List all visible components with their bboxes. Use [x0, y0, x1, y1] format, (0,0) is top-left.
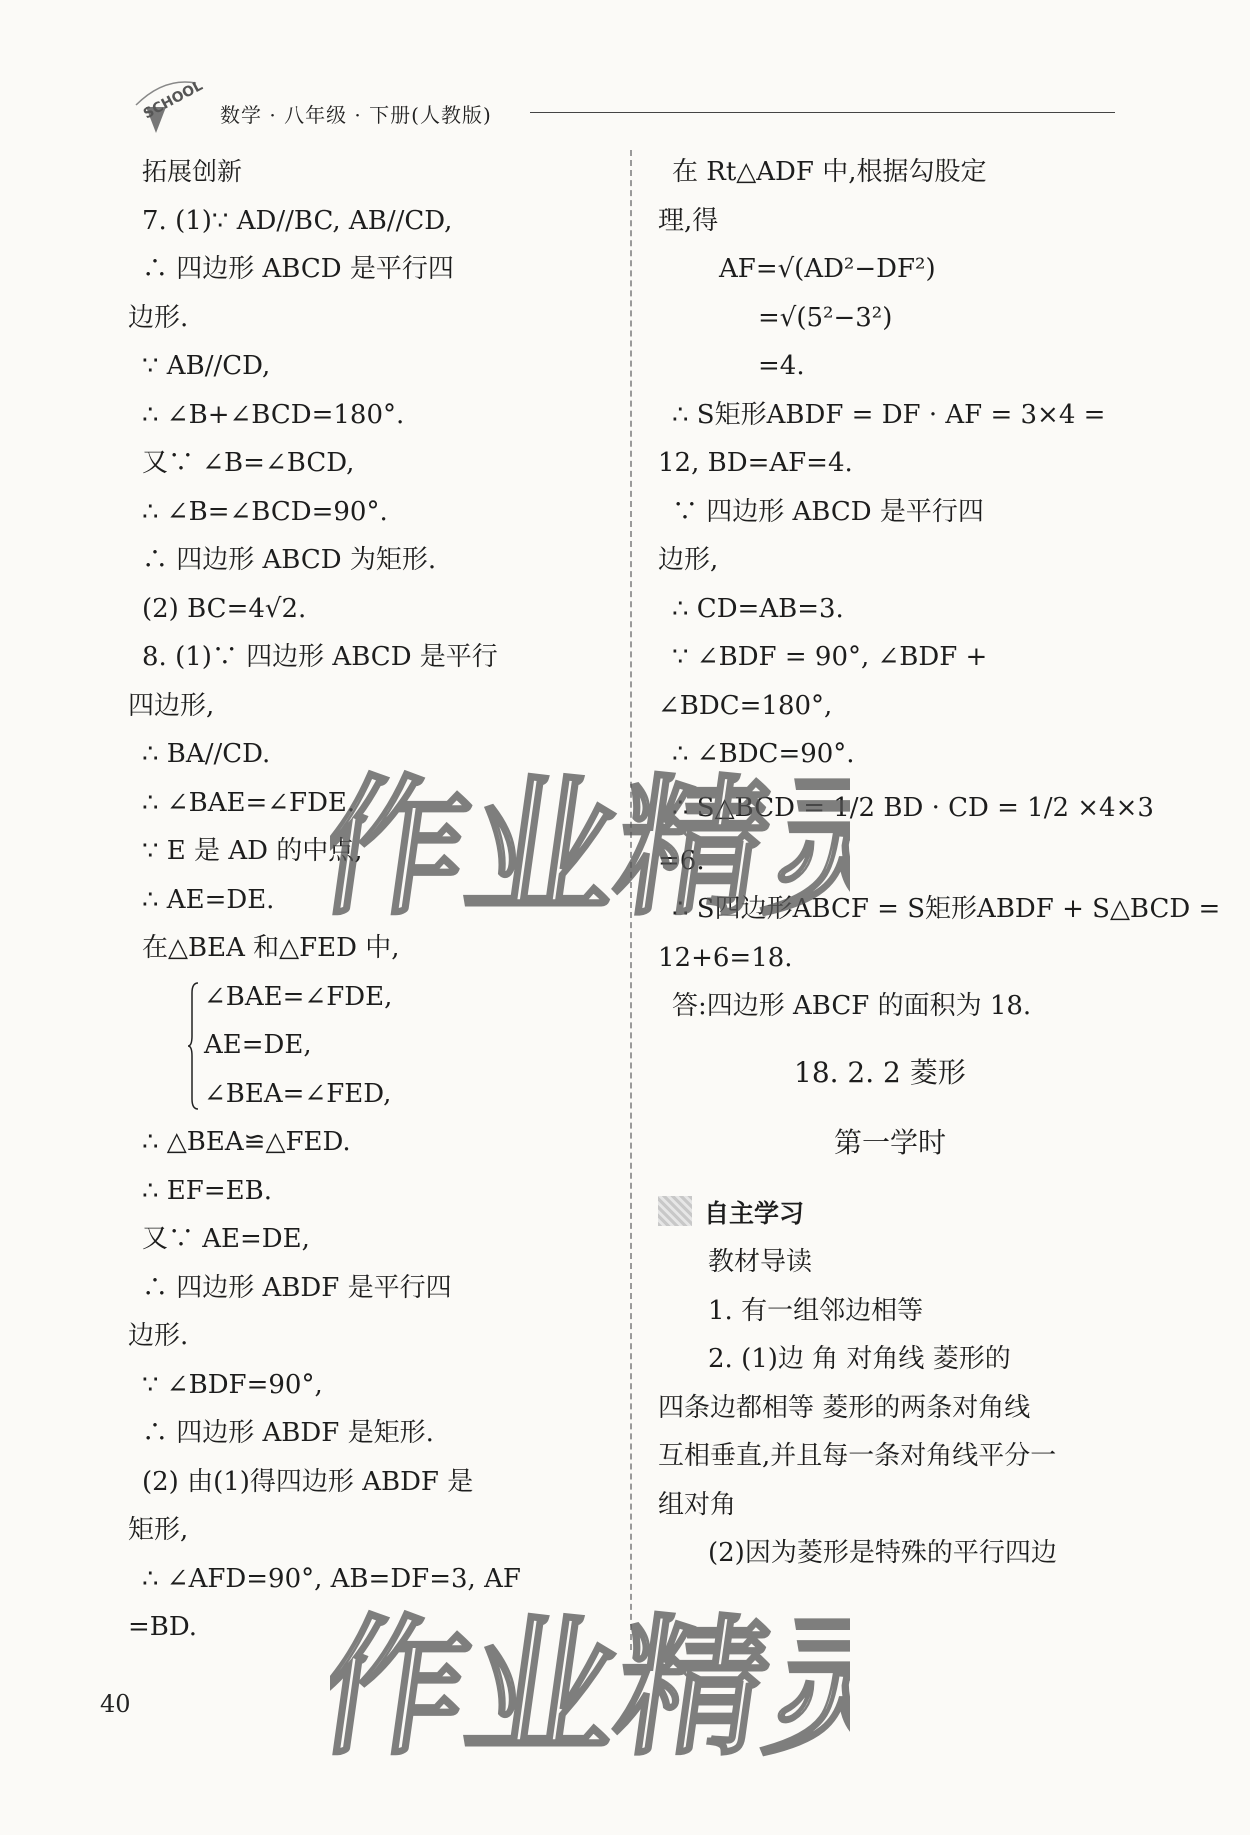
- text-line: 12+6=18.: [658, 942, 793, 973]
- text-line: 组对角: [658, 1489, 737, 1520]
- watermark-text: 作业精灵: [330, 1600, 850, 1776]
- subsection-heading-label: 自主学习: [704, 1198, 805, 1228]
- text-line: ∴ EF=EB.: [142, 1175, 272, 1206]
- text-line: 1. 有一组邻边相等: [708, 1295, 924, 1326]
- left-column: [128, 148, 601, 1652]
- text-line: ∵ E 是 AD 的中点,: [142, 836, 363, 866]
- heading-marker-icon: [658, 1196, 692, 1226]
- header-title: 数学 · 八年级 · 下册(人教版): [220, 103, 492, 127]
- text-line: ∴ ∠B+∠BCD=180°.: [142, 399, 405, 430]
- text-line: ∴ 四边形 ABCD 为矩形.: [142, 545, 437, 575]
- text-line: ∴ CD=AB=3.: [672, 593, 844, 624]
- text-line: ∠BEA=∠FED,: [204, 1078, 392, 1109]
- text-line: 教材导读: [708, 1247, 813, 1277]
- watermark-text: 作业精灵: [330, 760, 850, 936]
- text-line: ∴ S四边形ABCF = S矩形ABDF + S△BCD =: [672, 894, 1221, 924]
- text-line: 四边形,: [128, 690, 215, 721]
- text-line: ∴ ∠BDC=90°.: [672, 739, 855, 769]
- text-line: 12, BD=AF=4.: [658, 448, 853, 478]
- section-title: 18. 2. 2 菱形: [794, 1055, 966, 1089]
- text-line: ∵ 四边形 ABCD 是平行四: [672, 496, 984, 527]
- text-line: 在△BEA 和△FED 中,: [142, 933, 400, 963]
- text-line: ∴ 四边形 ABDF 是平行四: [142, 1272, 452, 1303]
- text-line: ∵ AB//CD,: [142, 351, 271, 381]
- text-line: 又∵ ∠B=∠BCD,: [142, 448, 355, 478]
- right-column: [658, 148, 1221, 1578]
- text-line: ∴ ∠BAE=∠FDE.: [142, 787, 356, 818]
- text-line: ∴ S矩形ABDF = DF · AF = 3×4 =: [672, 399, 1106, 430]
- subsection-heading: [658, 1190, 1128, 1239]
- text-line: (2)因为菱形是特殊的平行四边: [708, 1538, 1057, 1568]
- text-line: ∴ △BEA≌△FED.: [142, 1127, 351, 1157]
- text-line: 边形.: [128, 302, 189, 333]
- formula-line: ∴ S△BCD = 1/2 BD · CD = 1/2 ×4×3: [672, 792, 1154, 823]
- text-line: 8. (1)∵ 四边形 ABCD 是平行: [142, 642, 498, 672]
- text-line: ∵ ∠BDF=90°,: [142, 1369, 323, 1400]
- header-rule: [530, 112, 1115, 113]
- formula-line: =√(5²−3²): [758, 302, 893, 333]
- equation-system: [128, 973, 601, 1119]
- text-line: ∴ ∠AFD=90°, AB=DF=3, AF: [142, 1563, 521, 1594]
- text-line: 矩形,: [128, 1515, 189, 1545]
- lesson-title: 第一学时: [834, 1126, 947, 1159]
- text-line: 互相垂直,并且每一条对角线平分一: [658, 1441, 1057, 1471]
- text-line: AE=DE,: [204, 1030, 312, 1060]
- logo-text: SCHOOL: [140, 77, 206, 123]
- text-line: 7. (1)∵ AD//BC, AB//CD,: [142, 205, 453, 236]
- text-line: =BD.: [128, 1612, 198, 1642]
- text-line: (2) 由(1)得四边形 ABDF 是: [142, 1466, 474, 1497]
- text-line: 又∵ AE=DE,: [142, 1224, 310, 1254]
- text-line: 四条边都相等 菱形的两条对角线: [658, 1392, 1031, 1423]
- text-line: 理,得: [658, 205, 719, 236]
- answer-line: 答:四边形 ABCF 的面积为 18.: [672, 991, 1032, 1021]
- text-line: ∴ AE=DE.: [142, 884, 275, 915]
- text-line: ∠BDC=180°,: [658, 690, 833, 721]
- text-line: ∴ 四边形 ABCD 是平行四: [142, 254, 454, 284]
- text-line: (2) BC=4√2.: [142, 593, 307, 624]
- page-header: [120, 75, 1100, 145]
- section-heading: 拓展创新: [142, 157, 243, 186]
- text-line: ∴ ∠B=∠BCD=90°.: [142, 496, 388, 527]
- page-number: 40: [100, 1690, 131, 1718]
- text-line: ∴ BA//CD.: [142, 739, 271, 769]
- text-line: 在 Rt△ADF 中,根据勾股定: [672, 157, 987, 187]
- text-line: 2. (1)边 角 对角线 菱形的: [708, 1344, 1011, 1374]
- text-line: ∠BAE=∠FDE,: [204, 981, 393, 1012]
- school-logo-icon: [132, 75, 212, 145]
- column-divider: [630, 150, 632, 1650]
- text-line: =6.: [658, 845, 705, 876]
- text-line: ∵ ∠BDF = 90°, ∠BDF +: [672, 642, 988, 672]
- formula-line: AF=√(AD²−DF²): [719, 254, 936, 284]
- text-line: 边形.: [128, 1321, 189, 1351]
- text-line: 边形,: [658, 545, 719, 575]
- text-line: ∴ 四边形 ABDF 是矩形.: [142, 1418, 434, 1448]
- formula-line: =4.: [758, 351, 805, 381]
